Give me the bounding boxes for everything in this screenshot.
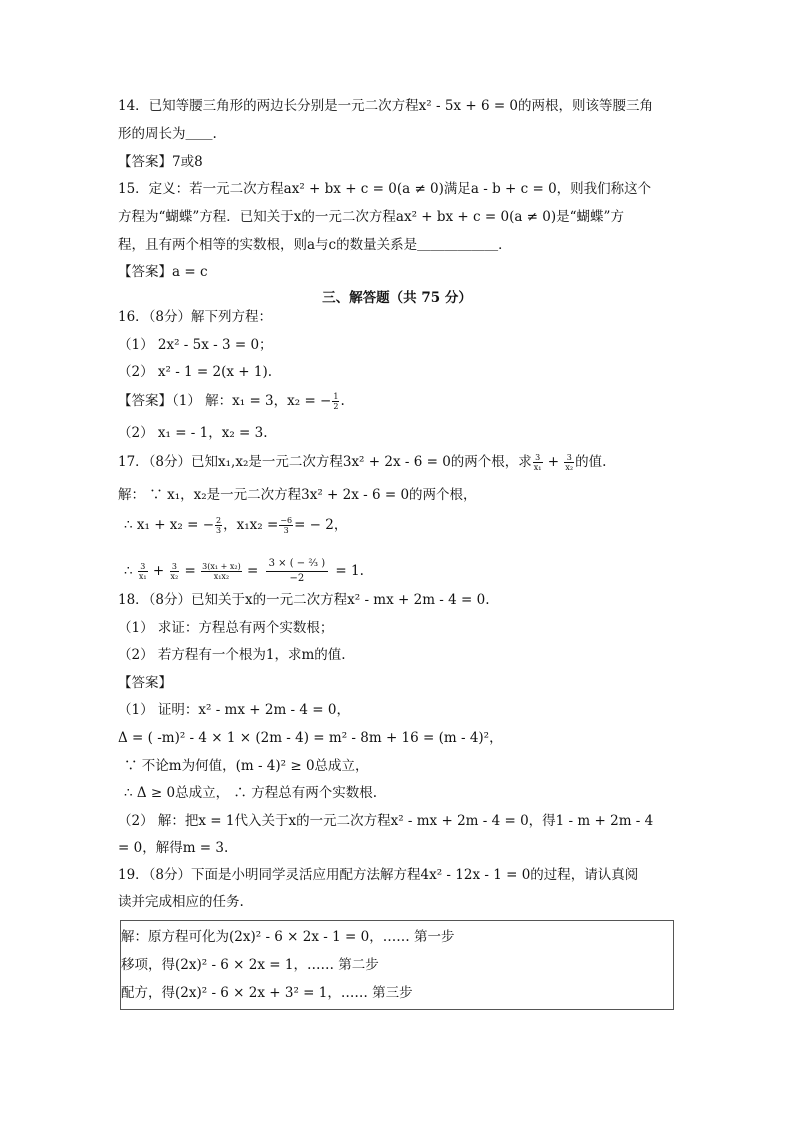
q19-solution-box [120,920,674,1010]
q18-part1: （1） 求证：方程总有两个实数根； [118,620,334,636]
q18-answer-line4: ∴ Δ ≥ 0总成立， ∴ 方程总有两个实数根. [124,785,377,801]
q15-answer: 【答案】a = c [118,264,208,280]
fraction-3-over-x1: $\frac{3}{\text{x₁}}$ [138,562,147,581]
fraction-sum-over-product: $\frac{\text{3(x₁ + x₂)}}{\text{x₁x₂}}$ [202,562,241,581]
q17-stem: 17．（8分）已知x₁,x₂是一元二次方程3x² + 2x - 6 = 0的两个根，求 $\frac{3}{\text{x₁}}$ + $\frac{3}{\text{x₂}}$ 的值. [118,453,607,472]
q19-line1: 19．（8分）下面是小明同学灵活应用配方法解方程4x² - 12x - 1 = 0的过程，请认真阅 [118,867,639,883]
q18-answer-line5: （2） 解：把x = 1代入关于x的一元二次方程x² - mx + 2m - 4 = 0，得1 - m + 2m - 4 [118,813,654,829]
fraction-3-over-x2: $\frac{3}{\text{x₂}}$ [170,562,179,581]
fraction-3-over-x1: $\frac{3}{\text{x₁}}$ [533,453,542,472]
fraction-neg6-over-3: $\frac{-6}{3}$ [280,516,293,535]
q19-box-step2: 移项，得(2x)² - 6 × 2x = 1，…… 第二步 [121,957,379,973]
q16-part1: （1） 2x² - 5x - 3 = 0； [118,337,273,353]
q16-part2: （2） x² - 1 = 2(x + 1). [118,364,273,380]
q19-line2: 读并完成相应的任务. [118,894,244,910]
q18-answer-line6: = 0，解得m = 3. [118,840,229,856]
q14-line2: 形的周长为＿＿. [118,126,217,142]
q16-answer1-prefix: 【答案】（1） 解：x₁ = 3，x₂ = − [118,393,332,409]
q18-answer-line2: Δ = ( -m)² - 4 × 1 × (2m - 4) = m² - 8m + 16 = (m - 4)²， [118,730,503,746]
q16-stem: 16．（8分）解下列方程： [118,309,273,325]
q15-line2: 方程为“蝴蝶”方程．已知关于x的一元二次方程ax² + bx + c = 0(a ≠ 0)是“蝴蝶”方 [118,209,624,225]
q15-line1: 15．定义：若一元二次方程ax² + bx + c = 0(a ≠ 0)满足a - b + c = 0，则我们称这个 [118,181,652,197]
q18-part2: （2） 若方程有一个根为1，求m的值. [118,647,346,663]
q18-answer-line1: （1） 证明：x² - mx + 2m - 4 = 0， [118,702,350,718]
q15-line3: 程，且有两个相等的实数根，则a与c的数量关系是＿＿＿＿＿＿． [118,237,512,253]
q16-answer2: （2） x₁ = - 1，x₂ = 3. [118,425,268,441]
section-title: 三、解答题（共 75 分） [322,290,472,306]
q18-answer-label: 【答案】 [118,675,172,691]
q17-solution-line3: ∴ $\frac{3}{\text{x₁}}$ + $\frac{3}{\text{x₂}}$ = $\frac{\text{3(x₁ + x₂)}}{\text{x₁x₂}}$ = $\frac{\text{3 × ( − ²⁄₃ )}}{-2}$ = 1. [124,558,364,584]
q14-line1: 14．已知等腰三角形的两边长分别是一元二次方程x² - 5x + 6 = 0的两根，则该等腰三角 [118,98,654,114]
q18-answer-line3: ∵ 不论m为何值，(m - 4)² ≥ 0总成立， [124,758,369,774]
q19-box-step3: 配方，得(2x)² - 6 × 2x + 3² = 1，…… 第三步 [121,985,413,1001]
q19-box-step1: 解：原方程可化为(2x)² - 6 × 2x - 1 = 0，…… 第一步 [121,929,455,945]
q17-solution-line1: 解： ∵ x₁，x₂是一元二次方程3x² + 2x - 6 = 0的两个根， [118,487,477,503]
fraction-one-half: $\frac{1}{2}$ [333,392,339,411]
fraction-substituted: $\frac{\text{3 × ( − ²⁄₃ )}}{-2}$ [266,557,329,586]
fraction-3-over-x2: $\frac{3}{\text{x₂}}$ [565,453,574,472]
q18-stem: 18．（8分）已知关于x的一元二次方程x² - mx + 2m - 4 = 0. [118,592,490,608]
q17-solution-line2: ∴ x₁ + x₂ = − $\frac{2}{3}$ ，x₁x₂ = $\frac{-6}{3}$ = − 2， [124,516,348,535]
fraction-2-over-3: $\frac{2}{3}$ [216,516,222,535]
q14-answer: 【答案】7或8 [118,154,203,170]
q16-answer1: 【答案】（1） 解：x₁ = 3，x₂ = − $\frac{1}{2}$ . [118,392,345,411]
